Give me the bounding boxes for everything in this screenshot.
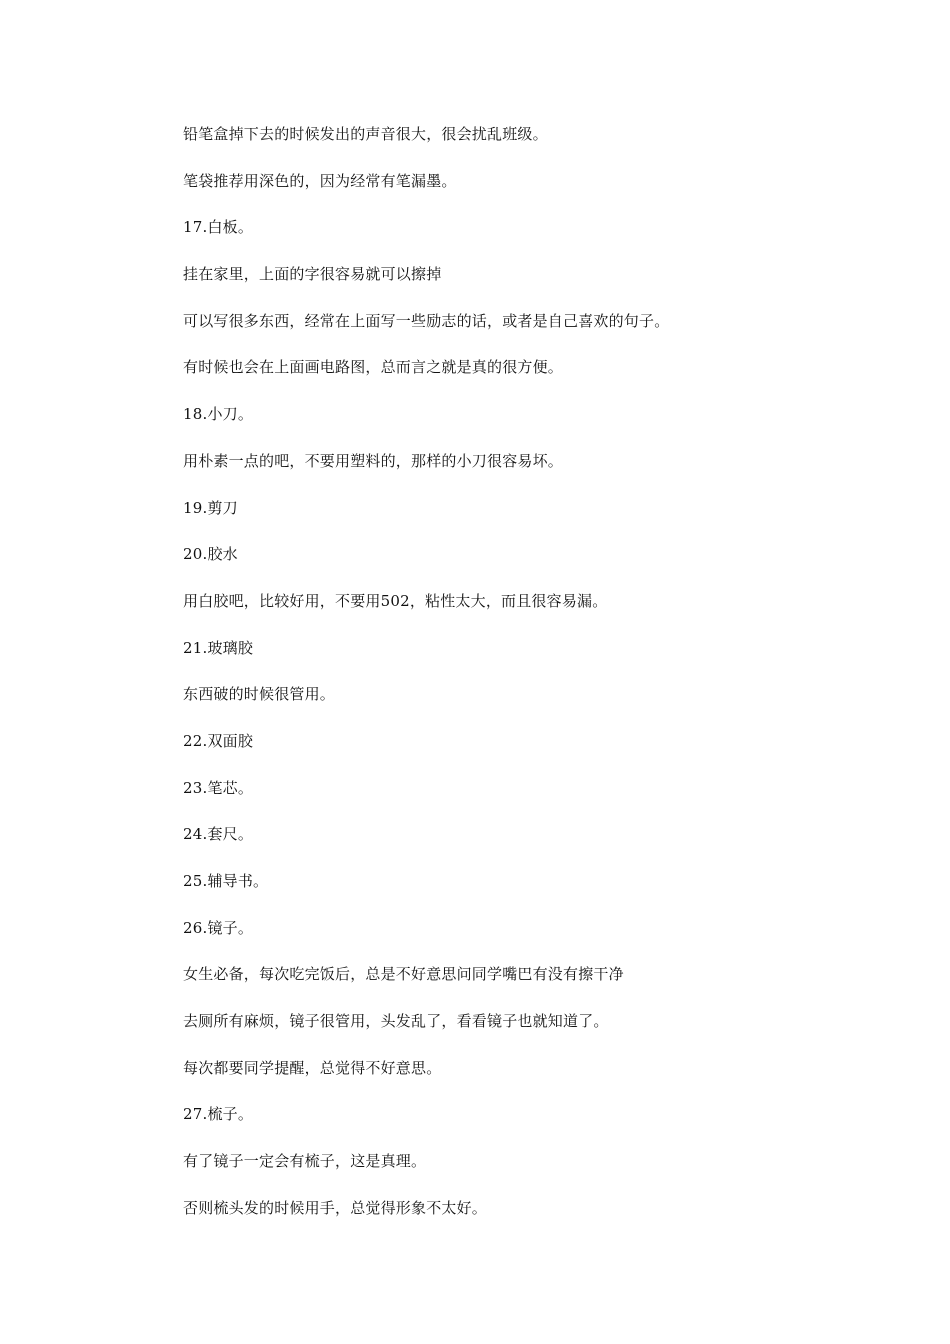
item-heading: 27.梳子。 bbox=[183, 1105, 254, 1124]
text-line: 挂在家里，上面的字很容易就可以擦掉 bbox=[183, 265, 442, 284]
text-line: 用白胶吧，比较好用，不要用502，粘性太大，而且很容易漏。 bbox=[183, 591, 608, 610]
item-heading: 19.剪刀 bbox=[183, 498, 238, 517]
text-line: 有时候也会在上面画电路图，总而言之就是真的很方便。 bbox=[183, 358, 564, 377]
text-line: 有了镜子一定会有梳子，这是真理。 bbox=[183, 1152, 427, 1171]
text-line: 铅笔盒掉下去的时候发出的声音很大，很会扰乱班级。 bbox=[183, 125, 548, 143]
text-line: 笔袋推荐用深色的，因为经常有笔漏墨。 bbox=[183, 171, 457, 190]
item-heading: 24.套尺。 bbox=[183, 825, 254, 844]
text-line: 东西破的时候很管用。 bbox=[183, 685, 336, 704]
item-heading: 17.白板。 bbox=[183, 218, 254, 237]
item-heading: 23.笔芯。 bbox=[183, 778, 254, 797]
text-line: 可以写很多东西，经常在上面写一些励志的话，或者是自己喜欢的句子。 bbox=[183, 311, 670, 330]
item-heading: 25.辅导书。 bbox=[183, 872, 269, 890]
item-heading: 18.小刀。 bbox=[183, 405, 254, 424]
document-body bbox=[183, 121, 883, 1242]
text-line: 否则梳头发的时候用手，总觉得形象不太好。 bbox=[183, 1198, 488, 1217]
text-line: 每次都要同学提醒，总觉得不好意思。 bbox=[183, 1058, 442, 1077]
text-line: 用朴素一点的吧，不要用塑料的，那样的小刀很容易坏。 bbox=[183, 451, 564, 470]
item-heading: 22.双面胶 bbox=[183, 731, 254, 750]
item-heading: 26.镜子。 bbox=[183, 918, 254, 937]
text-line: 女生必备，每次吃完饭后，总是不好意思问同学嘴巴有没有擦干净 bbox=[183, 965, 624, 984]
text-line: 去厕所有麻烦，镜子很管用，头发乱了，看看镜子也就知道了。 bbox=[183, 1012, 609, 1031]
item-heading: 21.玻璃胶 bbox=[183, 638, 254, 657]
item-heading: 20.胶水 bbox=[183, 545, 238, 564]
